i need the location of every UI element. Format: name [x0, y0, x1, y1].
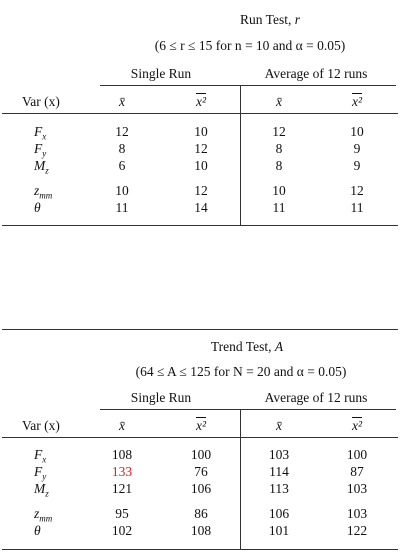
column-header-x2bar-average: x² [351, 94, 363, 109]
column-header-rule [2, 437, 398, 438]
cell-value: 114 [269, 464, 289, 479]
row-label: $M_z$ [34, 481, 49, 499]
cell-value: 10 [350, 124, 364, 139]
cell-value: 10 [194, 124, 208, 139]
row-label: $F_y$ [34, 141, 47, 159]
cell-value: 86 [194, 506, 208, 521]
column-header-var: Var (x) [22, 94, 60, 109]
table-condition: (64 ≤ A ≤ 125 for N = 20 and α = 0.05) [135, 364, 347, 379]
column-header-rule [2, 113, 398, 114]
table-title [211, 339, 283, 355]
table-bottom-rule [2, 549, 398, 550]
table-top-rule [2, 329, 398, 330]
cell-value: 122 [346, 523, 368, 538]
cell-value: 101 [268, 523, 290, 538]
cell-value: 95 [115, 506, 129, 521]
group-header-average-runs: Average of 12 runs [264, 390, 368, 405]
column-header-var: Var (x) [22, 418, 60, 433]
group-header-average-runs: Average of 12 runs [264, 66, 368, 81]
cell-value: 11 [350, 200, 364, 215]
table-condition: (6 ≤ r ≤ 15 for n = 10 and α = 0.05) [154, 38, 346, 53]
cell-value: 106 [190, 481, 212, 496]
table-title-text: Run Test, [240, 12, 295, 27]
cell-value: 10 [115, 183, 129, 198]
cell-value: 76 [194, 464, 208, 479]
cell-value: 103 [268, 447, 290, 462]
row-label: θ [34, 200, 41, 215]
cell-value: 113 [269, 481, 289, 496]
run-test-table [0, 0, 400, 230]
table-bottom-rule [2, 225, 398, 226]
column-header-x2bar-single: x² [195, 94, 207, 109]
cell-value: 103 [346, 506, 368, 521]
row-label: $F_x$ [34, 124, 47, 142]
cell-value: 8 [275, 158, 283, 173]
cell-value: 12 [272, 124, 286, 139]
row-label: $z_{mm}$ [34, 183, 53, 201]
table-title [240, 12, 300, 28]
group-divider [240, 410, 241, 549]
group-header-single-run: Single Run [130, 66, 192, 81]
column-header-x2bar-single: x² [195, 418, 207, 433]
cell-value: 121 [111, 481, 133, 496]
cell-value: 103 [346, 481, 368, 496]
group-divider [240, 86, 241, 225]
column-header-xbar-single: x̄ [119, 94, 125, 109]
cell-value: 12 [350, 183, 364, 198]
cell-value: 87 [350, 464, 364, 479]
row-label: $F_x$ [34, 447, 47, 465]
column-header-xbar-single: x̄ [119, 418, 125, 433]
cell-value: 9 [353, 158, 361, 173]
cell-value: 102 [111, 523, 133, 538]
column-header-x2bar-average: x² [351, 418, 363, 433]
cell-value: 100 [346, 447, 368, 462]
cell-value: 10 [272, 183, 286, 198]
cell-value: 10 [194, 158, 208, 173]
cell-value-highlighted: 133 [111, 464, 133, 479]
cell-value: 9 [353, 141, 361, 156]
cell-value: 108 [190, 523, 212, 538]
cell-value: 108 [111, 447, 133, 462]
cell-value: 12 [194, 141, 208, 156]
cell-value: 6 [118, 158, 126, 173]
row-label: $z_{mm}$ [34, 506, 53, 524]
group-header-rule [100, 409, 396, 410]
table-title-text: Trend Test, [210, 339, 275, 354]
cell-value: 11 [272, 200, 286, 215]
row-label: θ [34, 523, 41, 538]
trend-test-table [0, 329, 400, 559]
cell-value: 8 [118, 141, 126, 156]
column-header-xbar-average: x̄ [276, 418, 282, 433]
cell-value: 106 [268, 506, 290, 521]
table-title-var: r [294, 12, 300, 27]
cell-value: 11 [115, 200, 129, 215]
cell-value: 100 [190, 447, 212, 462]
cell-value: 8 [275, 141, 283, 156]
cell-value: 12 [115, 124, 129, 139]
row-label: $F_y$ [34, 464, 47, 482]
cell-value: 14 [194, 200, 208, 215]
group-header-rule [100, 85, 396, 86]
cell-value: 12 [194, 183, 208, 198]
row-label: $M_z$ [34, 158, 49, 176]
column-header-xbar-average: x̄ [276, 94, 282, 109]
group-header-single-run: Single Run [130, 390, 192, 405]
table-title-var: A [274, 339, 284, 354]
